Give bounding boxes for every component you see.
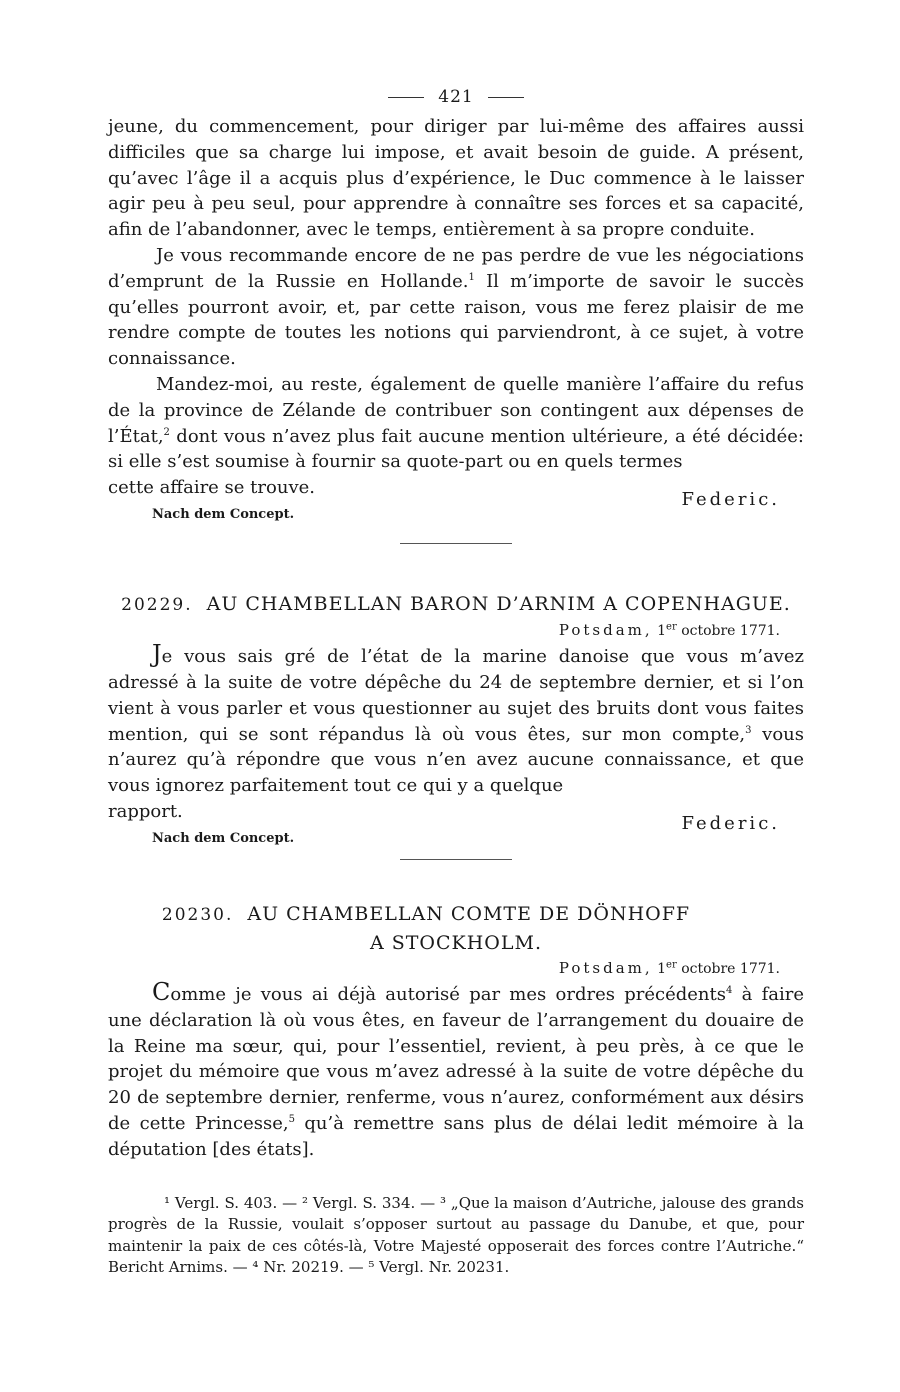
dateline-place: Potsdam, bbox=[558, 958, 653, 977]
page-number: 421 bbox=[438, 87, 474, 107]
signature: Federic. bbox=[681, 812, 780, 834]
letter-heading-line-2 bbox=[108, 929, 804, 957]
dateline-day: 1 bbox=[657, 960, 667, 977]
letter-title-line-1: AU CHAMBELLAN COMTE DE DÖNHOFF bbox=[247, 902, 691, 925]
letter-title-line-2: A STOCKHOLM. bbox=[369, 931, 542, 954]
dateline-date: octobre 1771. bbox=[676, 623, 780, 640]
header-dash-right bbox=[488, 97, 524, 98]
footnotes bbox=[108, 1193, 804, 1279]
dateline-day-suffix: er bbox=[666, 621, 677, 633]
footnote-text: ¹ Vergl. S. 403. — ² Vergl. S. 334. — ³ „Que la maison d’Autriche, jalouse des grands progrès de la Russie, voulait s’opposer surtout au passage du Danube, et que, pour maintenir la paix de ces côtés-là, Votre Majesté opposerait des forces contre l’Autriche.“ Bericht Arnims. — ⁴ Nr. 20219. — ⁵ Vergl. Nr. 20231. bbox=[108, 1193, 804, 1277]
letter-body-text: e vous sais gré de l’état de la marine danoise que vous m’avez adressé à la suite de votre dépêche du 24 de septembre dernier, et si l’on vient à vous parler et vous questionner au sujet des bruits dont vous faites mention, qui se sont répandus là où vous êtes, sur mon compte, bbox=[108, 646, 804, 745]
dateline-day-suffix: er bbox=[666, 959, 677, 971]
letter-title: AU CHAMBELLAN BARON D’ARNIM A COPENHAGUE. bbox=[206, 593, 791, 616]
paragraph-last-line: cette affaire se trouve. bbox=[108, 477, 315, 499]
letter-body-text-cont: vous n’aurez qu’à répondre que vous n’en avez aucune connaissance, et que vous ignorez parfaitement tout ce qui y a quelque bbox=[108, 723, 804, 797]
letter-body-text-end: qu’à remettre sans plus de délai ledit mémoire à la députation [des états]. bbox=[108, 1112, 804, 1160]
carryover-p3-text: Mandez-moi, au reste, également de quelle manière l’affaire du refus de la province de Zélande de contribuer son contingent aux dépenses de l’État, bbox=[108, 373, 804, 447]
letter-body bbox=[108, 977, 804, 1163]
letter-body bbox=[108, 642, 804, 799]
letter-number: 20230. bbox=[161, 904, 234, 925]
dateline-date: octobre 1771. bbox=[676, 960, 780, 977]
letter-heading bbox=[108, 590, 804, 619]
carryover-paragraph-2 bbox=[108, 243, 804, 372]
letter-body-text-cont: à faire une déclaration là où vous êtes, en faveur de l’arrangement du douaire de la Reine ma sœur, qui, pour l’essentiel, revient, à peu près, à ce que le projet du mémoire que vous m’avez adressé à la suite de votre dépêche du 20 de septembre dernier, renferme, vous n’aurez, conformément aux désirs de cette Princesse, bbox=[108, 983, 804, 1134]
carryover-paragraph-3 bbox=[108, 372, 804, 475]
dateline-place: Potsdam, bbox=[558, 621, 653, 640]
footnote-ref: 5 bbox=[288, 1113, 295, 1125]
book-page bbox=[108, 80, 804, 1279]
carryover-p2-text-cont: Il m’importe de savoir le succès qu’elles pourront avoir, et, par cette raison, vous me ferez plaisir de me rendre compte de toutes les notions qui parviendront, à ce sujet, à votre connaissance. bbox=[108, 270, 805, 370]
signature-block bbox=[108, 799, 804, 835]
signature-block bbox=[108, 475, 804, 511]
source-note: Nach dem Concept. bbox=[152, 830, 295, 846]
footnote-ref: 3 bbox=[745, 724, 752, 736]
letter-number: 20229. bbox=[121, 595, 193, 616]
page-header bbox=[108, 80, 804, 114]
footnote-ref: 2 bbox=[163, 426, 170, 438]
dateline-day: 1 bbox=[657, 623, 667, 640]
carryover-paragraph-1: jeune, du commencement, pour diriger par lui-même des affaires aussi difficiles que sa charge lui impose, et avait besoin de guide. A présent, qu’avec l’âge il a acquis plus d’expérience, le Duc commence à le laisser agir peu à peu seul, pour apprendre à connaître ses forces et sa capacité, afin de l’abandonner, avec le temps, entièrement à sa propre conduite. bbox=[108, 116, 804, 241]
footnote-ref: 1 bbox=[468, 271, 475, 283]
signature: Federic. bbox=[681, 489, 780, 511]
letter-body-text: omme je vous ai déjà autorisé par mes ordres précédents bbox=[170, 983, 726, 1005]
dateline bbox=[108, 619, 804, 642]
source-note: Nach dem Concept. bbox=[152, 507, 295, 523]
footnote-ref: 4 bbox=[725, 984, 733, 996]
carryover-p3-text-cont: dont vous n’avez plus fait aucune mention ultérieure, a été décidée: si elle s’est soumise à fournir sa quote-part ou en quels termes bbox=[108, 425, 804, 473]
paragraph-last-line: rapport. bbox=[108, 800, 183, 822]
carryover-p2-text: Je vous recommande encore de ne pas perdre de vue les négociations d’emprunt de la Russie en Hollande. bbox=[108, 244, 804, 292]
dateline bbox=[108, 957, 804, 980]
initial-letter: J bbox=[152, 640, 162, 669]
header-dash-left bbox=[388, 97, 424, 98]
initial-letter: C bbox=[152, 977, 171, 1006]
letter-heading bbox=[108, 900, 804, 929]
